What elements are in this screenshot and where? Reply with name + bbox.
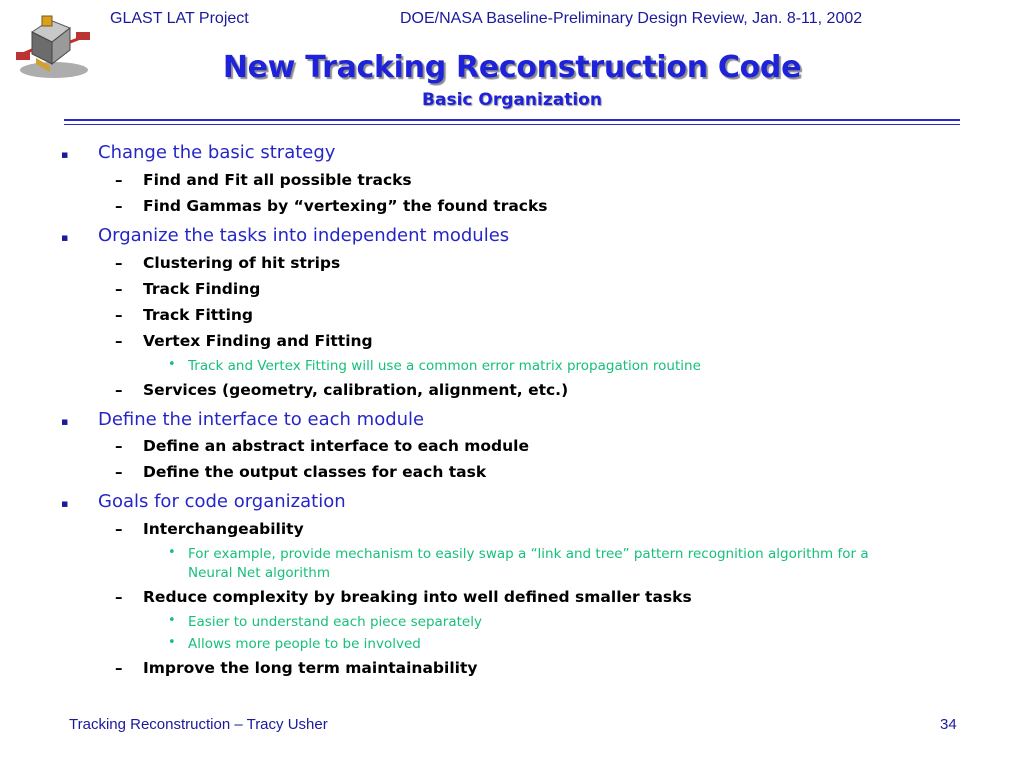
bullet-l2: Define the output classes for each task bbox=[143, 463, 487, 481]
bullet-l3: Track and Vertex Fitting will use a common error matrix propagation routine bbox=[188, 358, 701, 374]
bullet-l2-marker: – bbox=[115, 520, 123, 538]
bullet-l2: Improve the long term maintainability bbox=[143, 659, 478, 677]
header-project: GLAST LAT Project bbox=[110, 10, 249, 27]
bullet-l1-marker: ▪ bbox=[61, 231, 69, 244]
bullet-l2-marker: – bbox=[115, 280, 123, 298]
bullet-l1-marker: ▪ bbox=[61, 148, 69, 161]
bullet-l2: Find and Fit all possible tracks bbox=[143, 171, 412, 189]
bullet-l2: Find Gammas by “vertexing” the found tracks bbox=[143, 197, 548, 215]
bullet-l2-marker: – bbox=[115, 197, 123, 215]
bullet-l1: Organize the tasks into independent modules bbox=[98, 225, 510, 246]
bullet-l1: Define the interface to each module bbox=[98, 409, 425, 430]
bullet-l2: Clustering of hit strips bbox=[143, 254, 341, 272]
bullet-l3: Allows more people to be involved bbox=[188, 636, 421, 652]
bullet-l2: Reduce complexity by breaking into well defined smaller tasks bbox=[143, 588, 692, 606]
bullet-l3-marker: • bbox=[168, 635, 176, 650]
bullet-l1: Goals for code organization bbox=[98, 491, 346, 512]
bullet-l1: Change the basic strategy bbox=[98, 142, 336, 163]
bullet-l2-marker: – bbox=[115, 437, 123, 455]
bullet-l1-marker: ▪ bbox=[61, 415, 69, 428]
page-number: 34 bbox=[940, 716, 957, 733]
bullet-l2-marker: – bbox=[115, 381, 123, 399]
bullet-l3-marker: • bbox=[168, 613, 176, 628]
bullet-l2-marker: – bbox=[115, 254, 123, 272]
header-review: DOE/NASA Baseline-Preliminary Design Review, Jan. 8-11, 2002 bbox=[400, 10, 863, 27]
bullet-l3-marker: • bbox=[168, 357, 176, 372]
slide-subtitle: Basic Organization bbox=[422, 90, 602, 110]
bullet-l3: For example, provide mechanism to easily swap a “link and tree” pattern recognition algorithm for a Neural Net algorithm bbox=[188, 546, 869, 581]
bullet-l2-marker: – bbox=[115, 332, 123, 350]
bullet-l2: Track Fitting bbox=[143, 306, 254, 324]
bullet-l2-marker: – bbox=[115, 588, 123, 606]
bullet-l2: Services (geometry, calibration, alignment, etc.) bbox=[143, 381, 569, 399]
bullet-l3-marker: • bbox=[168, 545, 176, 560]
bullet-l2-marker: – bbox=[115, 463, 123, 481]
bullet-l2-marker: – bbox=[115, 659, 123, 677]
bullet-l2: Define an abstract interface to each module bbox=[143, 437, 530, 455]
bullet-l2-marker: – bbox=[115, 171, 123, 189]
bullet-l1-marker: ▪ bbox=[61, 497, 69, 510]
bullet-l3: Easier to understand each piece separately bbox=[188, 614, 482, 630]
slide-title: New Tracking Reconstruction Code bbox=[222, 50, 802, 85]
bullet-l2: Interchangeability bbox=[143, 520, 304, 538]
footer-author: Tracking Reconstruction – Tracy Usher bbox=[69, 716, 328, 733]
bullet-l2: Track Finding bbox=[143, 280, 261, 298]
bullet-l2-marker: – bbox=[115, 306, 123, 324]
bullet-l2: Vertex Finding and Fitting bbox=[143, 332, 373, 350]
